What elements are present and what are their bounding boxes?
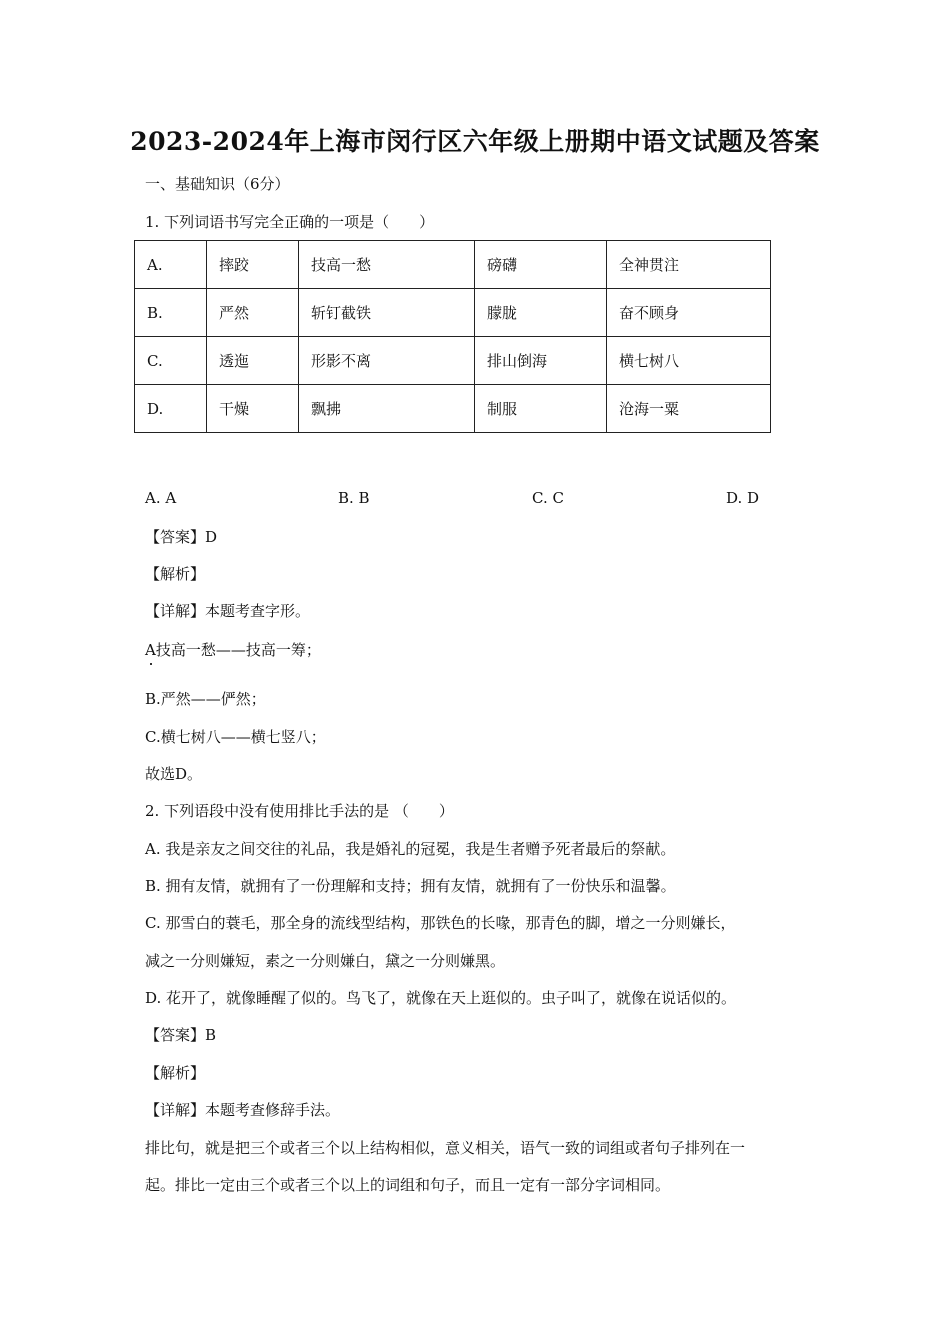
q1-line: C.横七树八——横七竖八； [145,728,326,746]
q2-option-b: B. 拥有友情，就拥有了一份理解和支持；拥有友情，就拥有了一份快乐和温馨。 [145,877,676,895]
q1-line: 故选D。 [145,765,203,783]
table-cell: 形影不离 [299,337,475,385]
table-cell: 排山倒海 [475,337,607,385]
q1-line: B.严然——俨然； [145,690,266,708]
q1-detail: 【详解】本题考查字形。 [145,602,311,620]
word-table [134,240,771,433]
document-title: 2023-2024年上海市闵行区六年级上册期中语文试题及答案 [130,127,820,156]
q2-analysis-label: 【解析】 [145,1064,206,1082]
q1-option-b: B. B [338,489,370,507]
table-cell: 横七树八 [607,337,771,385]
q1-option-a: A. A [145,489,177,507]
q2-option-d: D. 花开了，就像睡醒了似的。鸟飞了，就像在天上逛似的。虫子叫了，就像在说话似的。 [145,989,737,1007]
q1-analysis-label: 【解析】 [145,565,206,583]
table-cell: 朦胧 [475,289,607,337]
table-cell: 摔跤 [207,241,299,289]
q2-option-a: A. 我是亲友之间交往的礼品，我是婚礼的冠冕，我是生者赠予死者最后的祭献。 [145,840,676,858]
table-cell: 透迤 [207,337,299,385]
table-cell: 斩钉截铁 [299,289,475,337]
table-cell: 干燥 [207,385,299,433]
table-cell: 飘拂 [299,385,475,433]
table-cell: A. [135,241,207,289]
q1-answer: 【答案】D [145,528,218,546]
stray-dot [150,663,152,665]
q1-line: A技高一愁——技高一筹； [145,641,321,659]
q2-option-c-cont: 减之一分则嫌短，素之一分则嫌白，黛之一分则嫌黑。 [145,952,506,970]
table-cell: 奋不顾身 [607,289,771,337]
table-cell: 制服 [475,385,607,433]
section-heading: 一、基础知识（6分） [145,175,290,193]
table-cell: D. [135,385,207,433]
table-row [135,337,771,385]
q2-line: 排比句，就是把三个或者三个以上结构相似，意义相关，语气一致的词组或者句子排列在一 [145,1139,746,1157]
table-row [135,241,771,289]
table-cell: 全神贯注 [607,241,771,289]
table-cell: B. [135,289,207,337]
table-cell: 技高一愁 [299,241,475,289]
q2-detail: 【详解】本题考查修辞手法。 [145,1101,341,1119]
table-cell: 严然 [207,289,299,337]
table-cell: C. [135,337,207,385]
q2-line: 起。排比一定由三个或者三个以上的词组和句子，而且一定有一部分字词相同。 [145,1176,671,1194]
question-1-stem: 1. 下列词语书写完全正确的一项是（ ） [145,213,435,231]
question-2-stem: 2. 下列语段中没有使用排比手法的是 （ ） [145,802,454,820]
q1-option-d: D. D [726,489,760,507]
table-row [135,289,771,337]
table-cell: 沧海一粟 [607,385,771,433]
q1-option-c: C. C [532,489,564,507]
q2-answer: 【答案】B [145,1026,217,1044]
q2-option-c: C. 那雪白的蓑毛，那全身的流线型结构，那铁色的长喙，那青色的脚，增之一分则嫌长， [145,914,736,932]
table-row [135,385,771,433]
table-cell: 磅礴 [475,241,607,289]
